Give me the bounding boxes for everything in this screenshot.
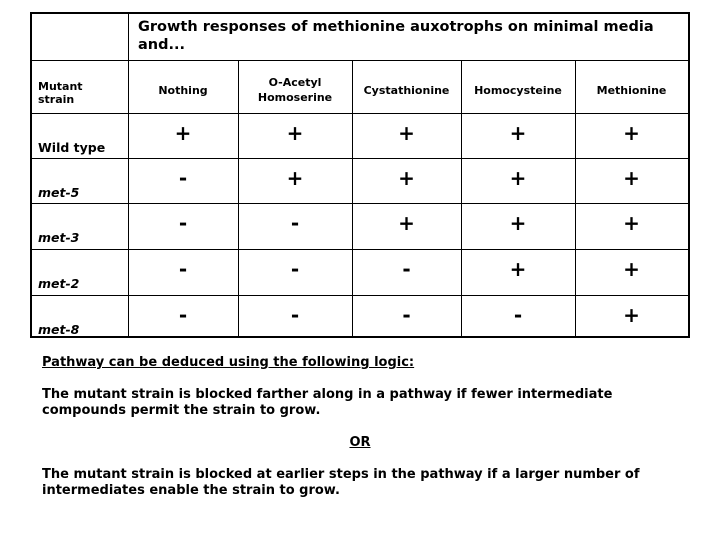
column-header: Methionine [596, 83, 667, 97]
notes [42, 355, 682, 499]
mutant-strain-header: Mutant strain [38, 80, 83, 106]
rule-1: The mutant strain is blocked farther along in a pathway if fewer intermediate compounds permit the strain to grow. [42, 387, 613, 418]
growth-cell: - [402, 303, 411, 327]
growth-cell: - [178, 303, 188, 327]
column-header: Homocysteine [474, 83, 562, 97]
rule-2: The mutant strain is blocked at earlier steps in the pathway if a larger number of intermediates enable the strain to grow. [42, 467, 640, 498]
column-header: Cystathionine [363, 83, 450, 97]
growth-cell: - [178, 166, 188, 190]
growth-cell: + [509, 211, 527, 235]
growth-cell: - [290, 257, 300, 281]
growth-cell: + [174, 121, 192, 145]
growth-cell: + [623, 121, 640, 145]
strain-label: Wild type [38, 140, 106, 155]
row-divider [32, 295, 688, 296]
growth-cell: + [509, 166, 527, 190]
growth-cell: - [290, 211, 300, 235]
table-title: Growth responses of methionine auxotrophs on minimal media and... [138, 19, 654, 53]
growth-cell: - [178, 257, 188, 281]
growth-cell: + [509, 257, 527, 281]
row-divider [32, 60, 688, 61]
or-separator: OR [349, 435, 371, 450]
strain-label: met-5 [38, 185, 80, 200]
column-header: Nothing [158, 83, 208, 97]
row-divider [32, 203, 688, 204]
strain-label: met-3 [38, 230, 80, 245]
growth-cell: + [398, 211, 415, 235]
growth-cell: - [513, 303, 523, 327]
growth-cell: + [286, 121, 304, 145]
growth-cell: + [623, 166, 640, 190]
growth-cell: - [402, 257, 411, 281]
growth-cell: + [398, 121, 415, 145]
growth-cell: + [623, 211, 640, 235]
column-header: O-Acetyl Homoserine [257, 76, 333, 104]
growth-cell: + [398, 166, 415, 190]
growth-response-table [30, 12, 690, 338]
strain-label: met-8 [38, 322, 80, 337]
growth-cell: + [286, 166, 304, 190]
growth-cell: + [623, 303, 640, 327]
row-divider [32, 158, 688, 159]
growth-cell: + [509, 121, 527, 145]
row-divider [32, 249, 688, 250]
strain-label: met-2 [38, 276, 80, 291]
growth-cell: - [290, 303, 300, 327]
growth-cell: - [178, 211, 188, 235]
growth-cell: + [623, 257, 640, 281]
notes-heading: Pathway can be deduced using the following logic: [42, 355, 415, 370]
